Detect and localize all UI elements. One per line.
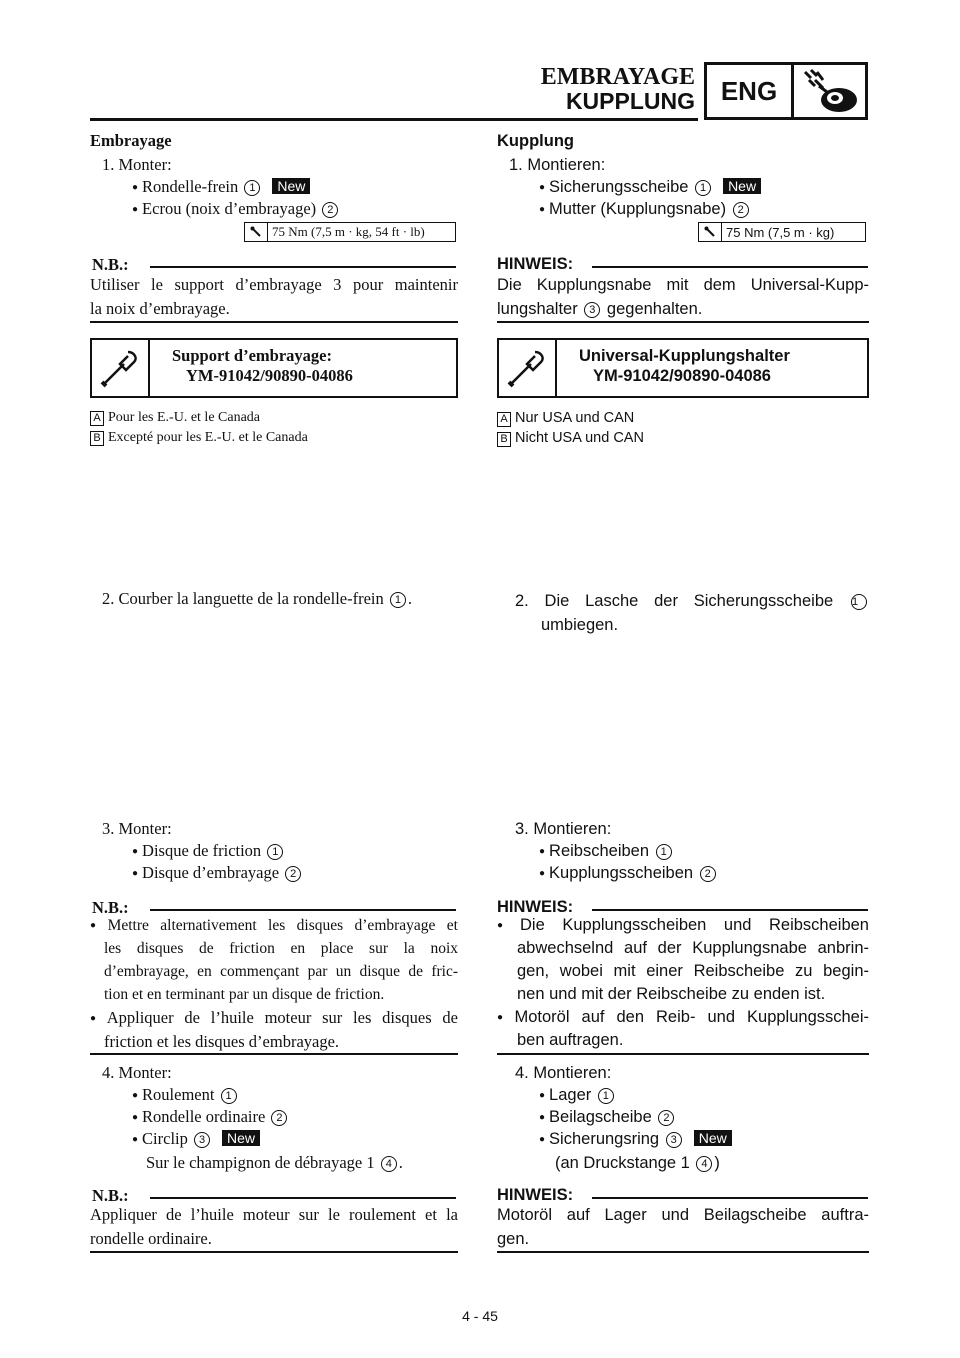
right-nb1-rule-top [592,266,868,268]
left-nb1-rule-bottom [90,321,458,323]
right-tool-box [497,338,869,398]
new-part-badge: New [272,178,310,194]
right-nb1-rule-bottom [497,321,869,323]
torque-wrench-icon [699,223,722,241]
right-nb3-head: HINWEIS: [497,1186,574,1204]
left-region-b: B Excepté pour les E.-U. et le Canada [90,428,308,448]
right-nb2-b1-l3: gen, wobei mit einer Reibscheibe zu begin- [517,962,869,980]
right-nb3-line2: gen. [497,1230,530,1248]
left-nb2-b1-l2: les disques de friction en place sur la noix [104,940,458,957]
left-nb2-b1-l4: tion et en terminant par un disque de friction. [104,986,385,1003]
right-step4-item4: (an Druckstange 1 4 ) [555,1154,720,1172]
new-part-badge: New [222,1130,260,1146]
left-nb1-head: N.B.: [92,255,129,274]
new-part-badge: New [723,178,761,194]
right-region-a: A Nur USA und CAN [497,408,644,428]
left-torque-value: 75 Nm (7,5 m · kg, 54 ft · lb) [272,224,425,239]
right-nb1-line2: lungshalter 3 gegenhalten. [497,300,703,318]
left-regions [90,408,308,448]
right-nb3-rule-bottom [497,1251,869,1253]
left-nb1-line2: la noix d’embrayage. [90,299,230,318]
section-badge [704,62,868,120]
left-step4-item2: ● Rondelle ordinaire 2 [132,1106,289,1129]
left-tool-name: Support d’embrayage: [172,346,332,365]
right-step3-item2: ● Kupplungsscheiben 2 [539,862,718,885]
left-step4-item4: Sur le champignon de débrayage 1 4 . [146,1153,403,1172]
right-step4-item2: ● Beilagscheibe 2 [539,1106,676,1129]
right-step1-item2: ● Mutter (Kupplungsnabe) 2 [539,198,751,221]
left-step4: 4. Monter: [102,1063,172,1082]
left-heading: Embrayage [90,131,172,150]
left-step4-item1: ● Roulement 1 [132,1084,239,1107]
right-tool-part: YM-91042/90890-04086 [593,367,771,385]
header-rule [90,118,698,121]
left-nb3-rule-bottom [90,1251,458,1253]
right-nb2-b1-l2: abwechselnd auf der Kupplungsnabe anbrin- [517,939,869,957]
right-heading: Kupplung [497,132,574,150]
left-step3: 3. Monter: [102,819,172,838]
left-torque-spec [244,222,456,242]
right-nb2-rule-top [592,909,868,911]
left-step2: 2. Courber la languette de la rondelle-frein 1 . [102,589,413,608]
right-tool-name: Universal-Kupplungshalter [579,347,790,365]
right-step3: 3. Montieren: [515,820,612,838]
right-step3-item1: ● Reibscheiben 1 [539,840,674,863]
left-nb1-line1: Utiliser le support d’embrayage 3 pour maintenir [90,275,458,294]
right-torque-value: 75 Nm (7,5 m · kg) [726,224,835,240]
left-nb2-b2-l2: friction et les disques d’embrayage. [104,1032,340,1051]
header-title-fr: EMBRAYAGE [540,64,695,90]
left-nb3-rule-top [150,1197,456,1199]
new-part-badge: New [694,1130,732,1146]
right-nb3-rule-top [592,1197,868,1199]
right-step4-item3: ● Sicherungsring 3 New [539,1128,732,1151]
engine-gear-icon [794,65,865,117]
special-tool-icon [499,340,557,396]
right-step4: 4. Montieren: [515,1064,612,1082]
section-badge-label: ENG [707,65,794,117]
left-nb2-rule-bottom [90,1053,458,1055]
special-tool-icon [92,340,150,396]
right-nb1-head: HINWEIS: [497,255,574,273]
right-region-b: B Nicht USA und CAN [497,428,644,448]
left-step3-item2: ● Disque d’embrayage 2 [132,862,303,885]
right-step1: 1. Montieren: [509,156,606,174]
torque-wrench-icon [245,223,268,241]
left-tool-box [90,338,458,398]
right-nb2-b2-l2: ben auftragen. [517,1031,624,1049]
left-nb3-line1: Appliquer de l’huile moteur sur le roulement et la [90,1205,458,1224]
right-step2: 2. Die Lasche der Sicherungsscheibe 1 umbiegen. [515,589,869,637]
right-nb1-line1: Die Kupplungsnabe mit dem Universal-Kupp- [497,276,869,294]
header-title-de: KUPPLUNG [565,88,695,114]
left-nb2-body [90,914,458,1053]
right-nb2-b1-l4: nen und mit der Reibscheibe zu enden ist. [517,985,826,1003]
right-nb2-rule-bottom [497,1053,869,1055]
right-nb2-body [497,914,869,1052]
right-nb2-b1-l1: ● Die Kupplungsscheiben und Reibscheiben [497,914,869,937]
left-nb2-b1-l3: d’embrayage, en commençant par un disque de fric- [104,963,458,980]
right-step4-item1: ● Lager 1 [539,1084,616,1107]
left-nb2-head: N.B.: [92,898,129,917]
right-torque-spec [698,222,866,242]
left-region-a: A Pour les E.-U. et le Canada [90,408,308,428]
left-step3-item1: ● Disque de friction 1 [132,840,285,863]
left-nb3-line2: rondelle ordinaire. [90,1229,212,1248]
left-step1-item1: ● Rondelle-frein 1 New [132,176,310,199]
right-nb3-line1: Motoröl auf Lager und Beilagscheibe auftra- [497,1206,869,1224]
left-nb2-b2-l1: ● Appliquer de l’huile moteur sur les disques de [90,1006,458,1030]
right-step1-item1: ● Sicherungsscheibe 1 New [539,176,761,199]
right-nb2-head: HINWEIS: [497,898,574,916]
left-step1: 1. Monter: [102,155,172,174]
left-step1-item2: ● Ecrou (noix d’embrayage) 2 [132,198,340,221]
right-regions [497,408,644,448]
right-nb2-b2-l1: ● Motoröl auf den Reib- und Kupplungsschei- [497,1006,869,1029]
left-step4-item3: ● Circlip 3 New [132,1128,260,1151]
page-number: 4 - 45 [462,1308,498,1324]
left-tool-part: YM-91042/90890-04086 [186,366,353,385]
left-nb3-head: N.B.: [92,1186,129,1205]
left-nb2-b1-l1: ● Mettre alternativement les disques d’embrayage et [90,914,458,937]
left-nb2-rule-top [150,909,456,911]
left-nb1-rule-top [150,266,456,268]
